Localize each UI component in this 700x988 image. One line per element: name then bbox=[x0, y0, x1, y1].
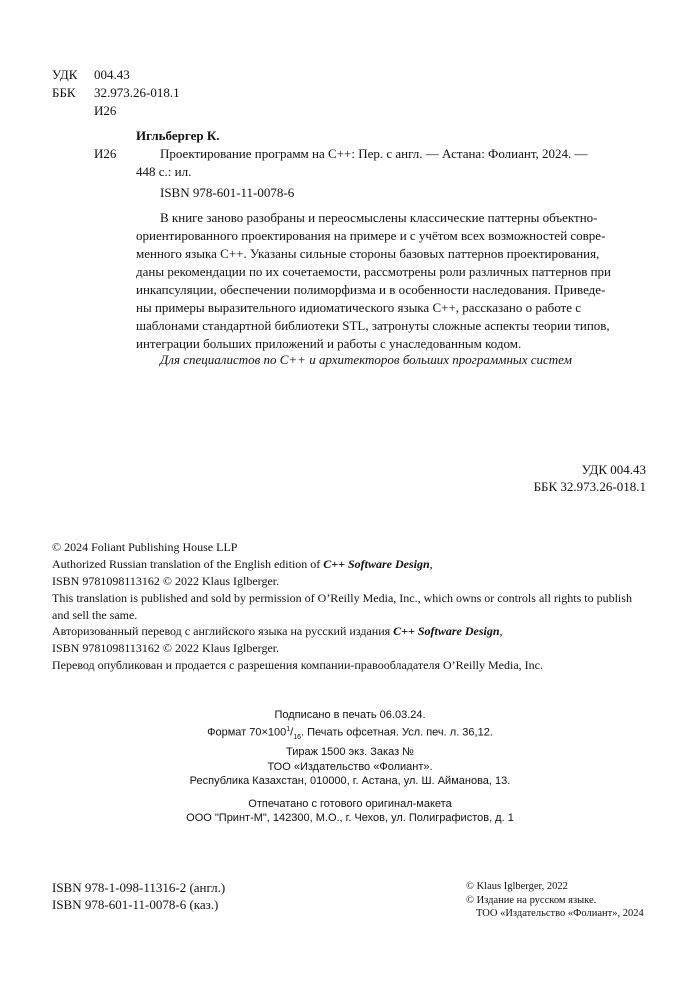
imprint bbox=[0, 708, 700, 826]
copyright-ru-line: Перевод опубликован и продается с разрешения компании-правообладателя O’Reilly Media, Inc. bbox=[52, 658, 543, 672]
imprint-address: Республика Казахстан, 010000, г. Астана, ул. Ш. Айманова, 13. bbox=[189, 775, 511, 788]
copyright-en-text: , bbox=[429, 557, 433, 571]
bbk-label: ББК bbox=[52, 85, 76, 100]
format-text: . Печать офсетная. Усл. печ. л. 36,12. bbox=[301, 726, 493, 739]
format-slash: / bbox=[290, 726, 294, 739]
udk-line bbox=[52, 66, 130, 84]
imprint-printer: ООО "Принт-М", 142300, М.О., г. Чехов, ул. Полиграфистов, д. 1 bbox=[186, 812, 514, 825]
imprint-format bbox=[0, 723, 700, 745]
copyright-ru bbox=[52, 623, 543, 674]
copyright-ru-line: ISBN 9781098113162 © 2022 Klaus Iglberger. bbox=[52, 641, 280, 655]
copyright-en-line bbox=[52, 556, 632, 573]
isbn-en: ISBN 978-1-098-11316-2 (англ.) bbox=[52, 880, 226, 895]
author-name: Игльбергер К. bbox=[136, 128, 220, 143]
footer-copy-line: ТОО «Издательство «Фолиант», 2024 bbox=[476, 908, 644, 919]
udk-right: УДК 004.43 bbox=[581, 462, 646, 477]
footer-copy-line: © Klaus Iglberger, 2022 bbox=[466, 881, 568, 892]
annotation-line: интеграции больших приложений и работы с унаследованным кодом. bbox=[136, 336, 522, 351]
author-mark-top: И26 bbox=[94, 103, 117, 118]
copyright-ru-text: Авторизованный перевод с английского языка на русский издания bbox=[52, 624, 394, 638]
udk-label: УДК bbox=[52, 67, 78, 82]
imprint-run: Тираж 1500 экз. Заказ № bbox=[286, 746, 414, 759]
title-line-1: Проектирование программ на C++: Пер. с англ. — Астана: Фолиант, 2024. — bbox=[160, 146, 588, 161]
copyright-en-text: Authorized Russian translation of the English edition of bbox=[52, 557, 324, 571]
isbn-ru: ISBN 978-601-11-0078-6 (каз.) bbox=[52, 897, 219, 912]
copyright-en-line: ISBN 9781098113162 © 2022 Klaus Iglberger. bbox=[52, 574, 280, 588]
annotation-text bbox=[136, 209, 611, 353]
footer-copy-line: © Издание на русском языке. bbox=[466, 894, 597, 906]
copyright-ru-line bbox=[52, 623, 543, 640]
copyright-en bbox=[52, 539, 632, 624]
book-title-ru: C++ Software Design bbox=[393, 624, 500, 638]
annotation-line: шаблонами стандартной библиотеки STL, затронуты сложные аспекты теории типов, bbox=[136, 318, 610, 333]
copyright-en-line: This translation is published and sold by permission of O’Reilly Media, Inc., which owns or controls all rights to publish bbox=[52, 591, 632, 605]
annotation-line: ориентированного проектирования на примере и с учётом всех возможностей совре- bbox=[136, 228, 606, 243]
copyright-ru-text: , bbox=[499, 624, 503, 638]
audience-note: Для специалистов по C++ и архитекторов больших программных систем bbox=[160, 352, 572, 367]
imprint-publisher: ТОО «Издательство «Фолиант». bbox=[267, 760, 433, 773]
isbn-bib: ISBN 978-601-11-0078-6 bbox=[160, 185, 295, 200]
copyright-en-line: © 2024 Foliant Publishing House LLP bbox=[52, 540, 238, 554]
annotation-line: ны примеры выразительного идиоматического языка C++, рассказано о работе с bbox=[136, 300, 582, 315]
format-text: Формат 70×100 bbox=[207, 726, 287, 739]
annotation-line: менного языка C++. Указаны сильные стороны базовых паттернов проектирования, bbox=[136, 246, 600, 261]
imprint-printed-from: Отпечатано с готового оригинал-макета bbox=[248, 797, 452, 810]
annotation-line: В книге заново разобраны и переосмыслены классические паттерны объектно- bbox=[160, 210, 598, 225]
udk-value: 004.43 bbox=[94, 67, 130, 82]
bbk-value: 32.973.26-018.1 bbox=[94, 85, 180, 100]
copyright-en-line: and sell the same. bbox=[52, 608, 138, 622]
book-title-en: C++ Software Design bbox=[323, 557, 430, 571]
annotation-line: даны рекомендации по их сочетаемости, рассмотрены роли различных паттернов при bbox=[136, 264, 612, 279]
bbk-right: ББК 32.973.26-018.1 bbox=[533, 479, 646, 494]
author-mark: И26 bbox=[94, 146, 117, 161]
annotation-line: инкапсуляции, обеспечении полиморфизма и в особенности наследования. Приведе- bbox=[136, 282, 606, 297]
bbk-line bbox=[52, 84, 180, 102]
format-sub: 16 bbox=[293, 733, 302, 741]
imprint-signed: Подписано в печать 06.03.24. bbox=[274, 709, 426, 721]
footer-copyright bbox=[466, 880, 644, 921]
format-sup: 1 bbox=[286, 725, 291, 733]
title-line-2: 448 с.: ил. bbox=[136, 164, 192, 179]
